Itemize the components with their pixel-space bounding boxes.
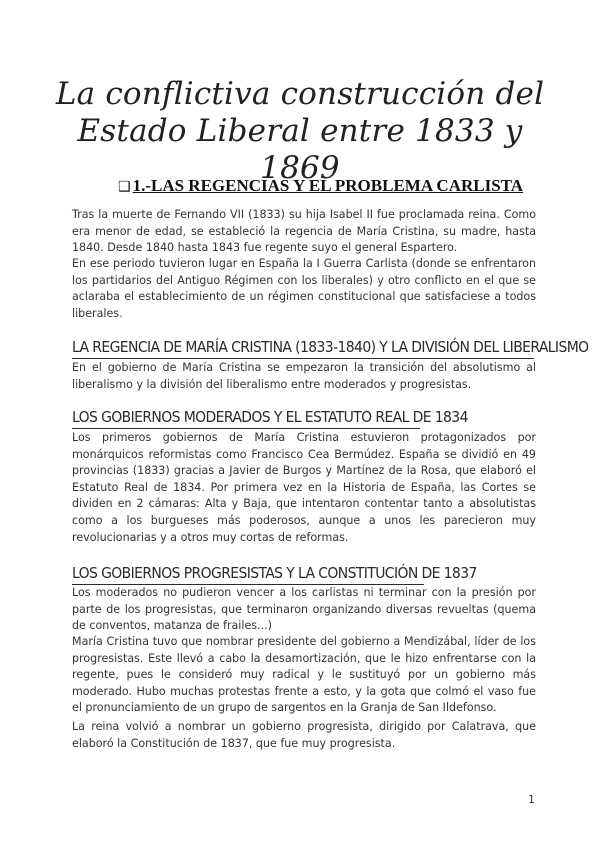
subsection-paragraph: Los moderados no pudieron vencer a los carlistas ni terminar con la presión por parte de los progresistas, que terminaron organizando diversas revueltas (quema de conventos, matanza de frailes...) (72, 586, 536, 633)
section-paragraph-2: En ese periodo tuvieron lugar en España la I Guerra Carlista (donde se enfrentaron los partidarios del Antiguo Régimen con los liberales) y otro conflicto en el que se aclaraba el establecimiento de un régimen constitucional que satisfaciese a todos liberales. (72, 257, 536, 320)
subsection-heading-text: LOS GOBIERNOS MODERADOS Y EL ESTATUTO REAL DE 1834 (72, 408, 468, 426)
subsection-paragraph: La reina volvió a nombrar un gobierno progresista, dirigido por Calatrava, que elaboró la Constitución de 1837, que fue muy progresista. (72, 720, 536, 750)
document-title: La conflictiva construcción del Estado Liberal entre 1833 y 1869 (55, 76, 545, 186)
section-heading (118, 176, 538, 196)
section-heading-text: 1.-LAS REGENCIAS Y EL PROBLEMA CARLISTA (132, 176, 524, 195)
section-paragraph-1: Tras la muerte de Fernando VII (1833) su hija Isabel II fue proclamada reina. Como era menor de edad, se estableció la regencia de María Cristina, su madre, hasta 1840. Desde 1840 hasta 1843 fue regente suyo el general Espartero. (72, 208, 536, 255)
heading-underline (72, 358, 534, 360)
heading-underline (72, 428, 420, 430)
subsection-heading-regencia (72, 338, 589, 356)
subsection-heading-text: LOS GOBIERNOS PROGRESISTAS Y LA CONSTITUCIÓN DE 1837 (72, 564, 477, 582)
checkbox-bullet-icon: ❑ (118, 179, 131, 195)
page-number: 1 (528, 793, 535, 806)
subsection-heading-moderados (72, 408, 542, 426)
subsection-paragraph: Los primeros gobiernos de María Cristina estuvieron protagonizados por monárquicos reformistas como Francisco Cea Bermúdez. España se dividió en 49 provincias (1833) gracias a Javier de Burgos y Martínez de la Rosa, que elaboró el Estatuto Real de 1834. Por primera vez en la Historia de España, las Cortes se dividen en 2 cámaras: Alta y Baja, que intentaron contentar tanto a absolutistas como a los burgueses más poderosos, aunque a unos les parecieron muy revolucionarias y a otros muy cortas de reformas. (72, 431, 536, 544)
subsection-heading-text: LA REGENCIA DE MARÍA CRISTINA (1833-1840) Y LA DIVISIÓN DEL LIBERALISMO (72, 338, 589, 356)
subsection-heading-progresistas (72, 564, 542, 582)
subsection-paragraph: María Cristina tuvo que nombrar presidente del gobierno a Mendizábal, líder de los progresistas. Este llevó a cabo la desamortización, que le hizo enfrentarse con la regente, pues le consideró muy radical y le sustituyó por un gobierno más moderado. Hubo muchas protestas frente a esto, y la gota que colmó el vaso fue el pronunciamiento de un grupo de sargentos en la Granja de San Ildefonso. (72, 635, 536, 715)
subsection-paragraph: En el gobierno de María Cristina se empezaron la transición del absolutismo al liberalismo y la división del liberalismo entre moderados y progresistas. (72, 361, 536, 391)
